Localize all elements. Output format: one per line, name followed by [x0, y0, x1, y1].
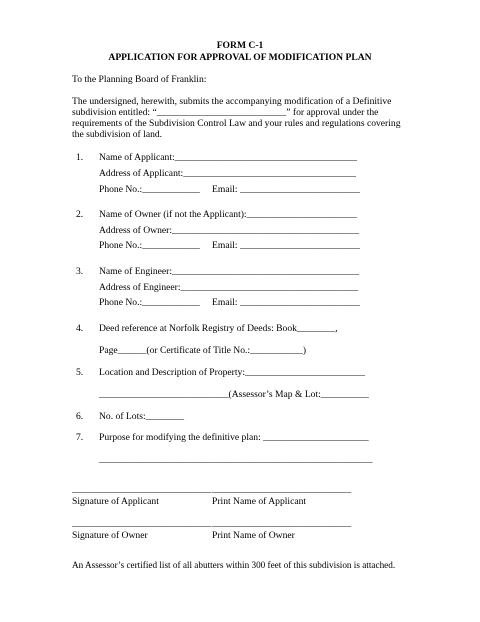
intro-line-2: subdivision entitled: “___________________________” for approval under the — [72, 107, 379, 118]
page-certificate-field[interactable]: Page______(or Certificate of Title No.:___________) — [99, 345, 307, 356]
purpose-field[interactable]: Purpose for modifying the definitive plan: ______________________ — [99, 432, 369, 443]
location-description-field[interactable]: Location and Description of Property:_________________________ — [99, 367, 365, 378]
assessor-map-lot-field[interactable]: ___________________________(Assessor’s Map & Lot:__________ — [99, 389, 369, 400]
item-number-4: 4. — [76, 323, 84, 334]
applicant-address-field[interactable]: Address of Applicant:____________________________________ — [99, 168, 356, 179]
number-of-lots-field[interactable]: No. of Lots:________ — [99, 411, 185, 422]
item-number-1: 1. — [76, 152, 84, 163]
owner-phone-field[interactable]: Phone No.:____________ — [99, 240, 200, 251]
owner-print-name-line[interactable]: _____________________________ — [212, 518, 352, 529]
applicant-phone-field[interactable]: Phone No.:____________ — [99, 184, 200, 195]
item-number-2: 2. — [76, 209, 84, 220]
engineer-email-field[interactable]: Email: _________________________ — [212, 297, 360, 308]
deed-reference-field[interactable]: Deed reference at Norfolk Registry of Deeds: Book________, — [99, 323, 338, 334]
signature-of-applicant-label: Signature of Applicant — [72, 496, 159, 507]
item-number-7: 7. — [76, 432, 84, 443]
signature-of-owner-label: Signature of Owner — [72, 530, 148, 541]
applicant-signature-line[interactable]: _____________________________ — [72, 484, 212, 495]
owner-signature-line[interactable]: _____________________________ — [72, 518, 212, 529]
engineer-address-field[interactable]: Address of Engineer:_____________________________________ — [99, 282, 359, 293]
print-name-of-applicant-label: Print Name of Applicant — [212, 496, 307, 507]
form-title: FORM C-1 — [216, 40, 264, 51]
print-name-of-owner-label: Print Name of Owner — [212, 530, 295, 541]
salutation: To the Planning Board of Franklin: — [72, 74, 207, 85]
owner-address-field[interactable]: Address of Owner:_______________________________________ — [99, 225, 360, 236]
purpose-continuation-field[interactable]: _________________________________________________________ — [99, 454, 373, 465]
item-number-3: 3. — [76, 266, 84, 277]
form-subtitle: APPLICATION FOR APPROVAL OF MODIFICATION PLAN — [108, 52, 372, 63]
engineer-phone-field[interactable]: Phone No.:____________ — [99, 297, 200, 308]
intro-line-3: requirements of the Subdivision Control Law and your rules and regulations covering — [72, 118, 401, 129]
item-number-5: 5. — [76, 367, 84, 378]
owner-name-field[interactable]: Name of Owner (if not the Applicant):_______________________ — [99, 209, 357, 220]
engineer-name-field[interactable]: Name of Engineer:_______________________________________ — [99, 266, 360, 277]
intro-line-1: The undersigned, herewith, submits the accompanying modification of a Definitive — [72, 96, 392, 107]
applicant-name-field[interactable]: Name of Applicant:______________________________________ — [99, 152, 357, 163]
owner-email-field[interactable]: Email: _________________________ — [212, 240, 360, 251]
applicant-print-name-line[interactable]: _____________________________ — [212, 484, 352, 495]
item-number-6: 6. — [76, 411, 84, 422]
abutters-footer-note: An Assessor’s certified list of all abutters within 300 feet of this subdivision is attached. — [72, 560, 396, 570]
intro-line-4: the subdivision of land. — [72, 129, 163, 140]
applicant-email-field[interactable]: Email: _________________________ — [212, 184, 360, 195]
